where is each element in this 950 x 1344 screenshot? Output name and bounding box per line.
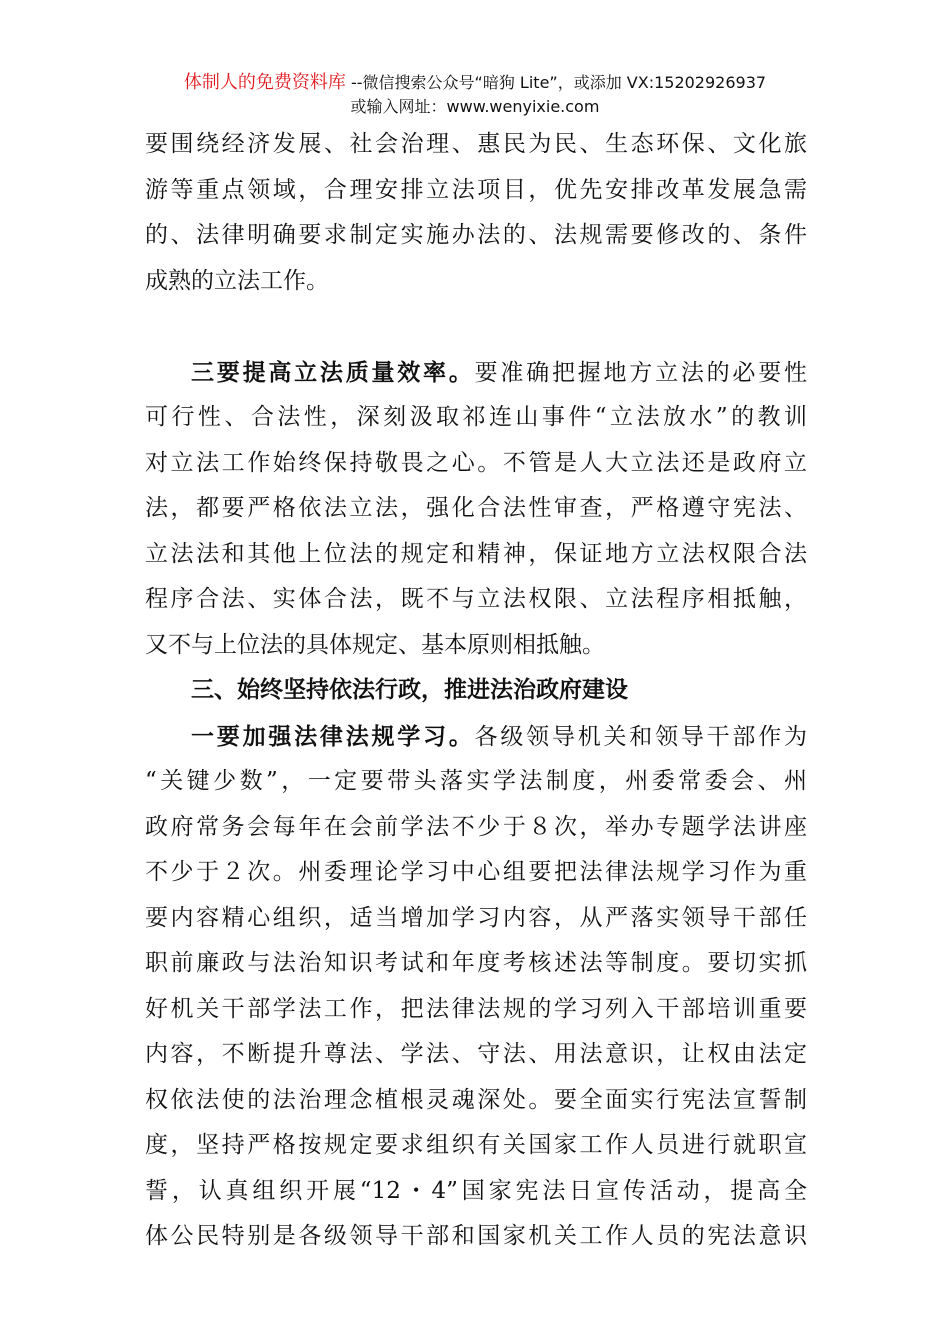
- body-line: “关键少数”，一定要带头落实学法制度，州委常委会、州: [145, 768, 807, 794]
- body-line: 又不与上位法的具体规定、基本原则相抵触。: [145, 631, 605, 658]
- body-line: 对立法工作始终保持敬畏之心。不管是人大立法还是政府立: [145, 449, 807, 476]
- body-line: 誓，认真组织开展“12・4”国家宪法日宣传活动，提高全: [145, 1177, 807, 1204]
- body-line: 程序合法、实体合法，既不与立法权限、立法程序相抵触，: [145, 586, 807, 612]
- paragraph-first-line: [145, 350, 807, 396]
- paragraph-lead: 一要加强法律法规学习。: [191, 722, 475, 750]
- paragraph-first-line: [145, 714, 807, 760]
- body-line: 的、法律明确要求制定实施办法的、法规需要修改的、条件: [145, 222, 807, 248]
- body-line: 体公民特别是各级领导干部和国家机关工作人员的宪法意识: [145, 1223, 807, 1249]
- body-line: 法，都要严格依法立法，强化合法性审查，严格遵守宪法、: [145, 495, 807, 521]
- body-line: 职前廉政与法治知识考试和年度考核述法等制度。要切实抓: [145, 950, 807, 976]
- document-body: [145, 122, 807, 1260]
- header-brand: 体制人的免费资料库: [183, 72, 346, 93]
- body-line: 好机关干部学法工作，把法律法规的学习列入干部培训重要: [145, 995, 807, 1022]
- paragraph-text: 各级领导机关和领导干部作为: [474, 723, 807, 750]
- body-line: 可行性、合法性，深刻汲取祁连山事件“立法放水”的教训: [145, 404, 807, 430]
- body-line: 权依法使的法治理念植根灵魂深处。要全面实行宪法宣誓制: [145, 1086, 807, 1113]
- page-header: [0, 72, 950, 118]
- body-line: 政府常务会每年在会前学法不少于８次，举办专题学法讲座: [145, 813, 807, 840]
- header-url-line: 或输入网址：www.wenyixie.com: [350, 97, 600, 116]
- body-line: 要围绕经济发展、社会治理、惠民为民、生态环保、文化旅: [145, 131, 807, 157]
- body-line: 成熟的立法工作。: [145, 267, 329, 294]
- body-line: 内容，不断提升尊法、学法、守法、用法意识，让权由法定: [145, 1041, 807, 1067]
- section-heading: 三、始终坚持依法行政，推进法治政府建设: [191, 677, 628, 703]
- body-line: 要内容精心组织，适当增加学习内容，从严落实领导干部任: [145, 904, 807, 931]
- body-line: 游等重点领域，合理安排立法项目，优先安排改革发展急需: [145, 176, 807, 203]
- body-line: 不少于２次。州委理论学习中心组要把法律法规学习作为重: [145, 859, 807, 885]
- paragraph-text: 要准确把握地方立法的必要性: [474, 359, 807, 386]
- paragraph-gap: [145, 304, 807, 350]
- header-promo-line: [0, 72, 950, 94]
- body-line: 立法法和其他上位法的规定和精神，保证地方立法权限合法: [145, 540, 807, 567]
- body-line: 度，坚持严格按规定要求组织有关国家工作人员进行就职宣: [145, 1132, 807, 1158]
- paragraph-lead: 三要提高立法质量效率。: [191, 358, 475, 386]
- header-promo-text: --微信搜索公众号“暗狗 Lite”，或添加 VX:15202926937: [345, 73, 767, 92]
